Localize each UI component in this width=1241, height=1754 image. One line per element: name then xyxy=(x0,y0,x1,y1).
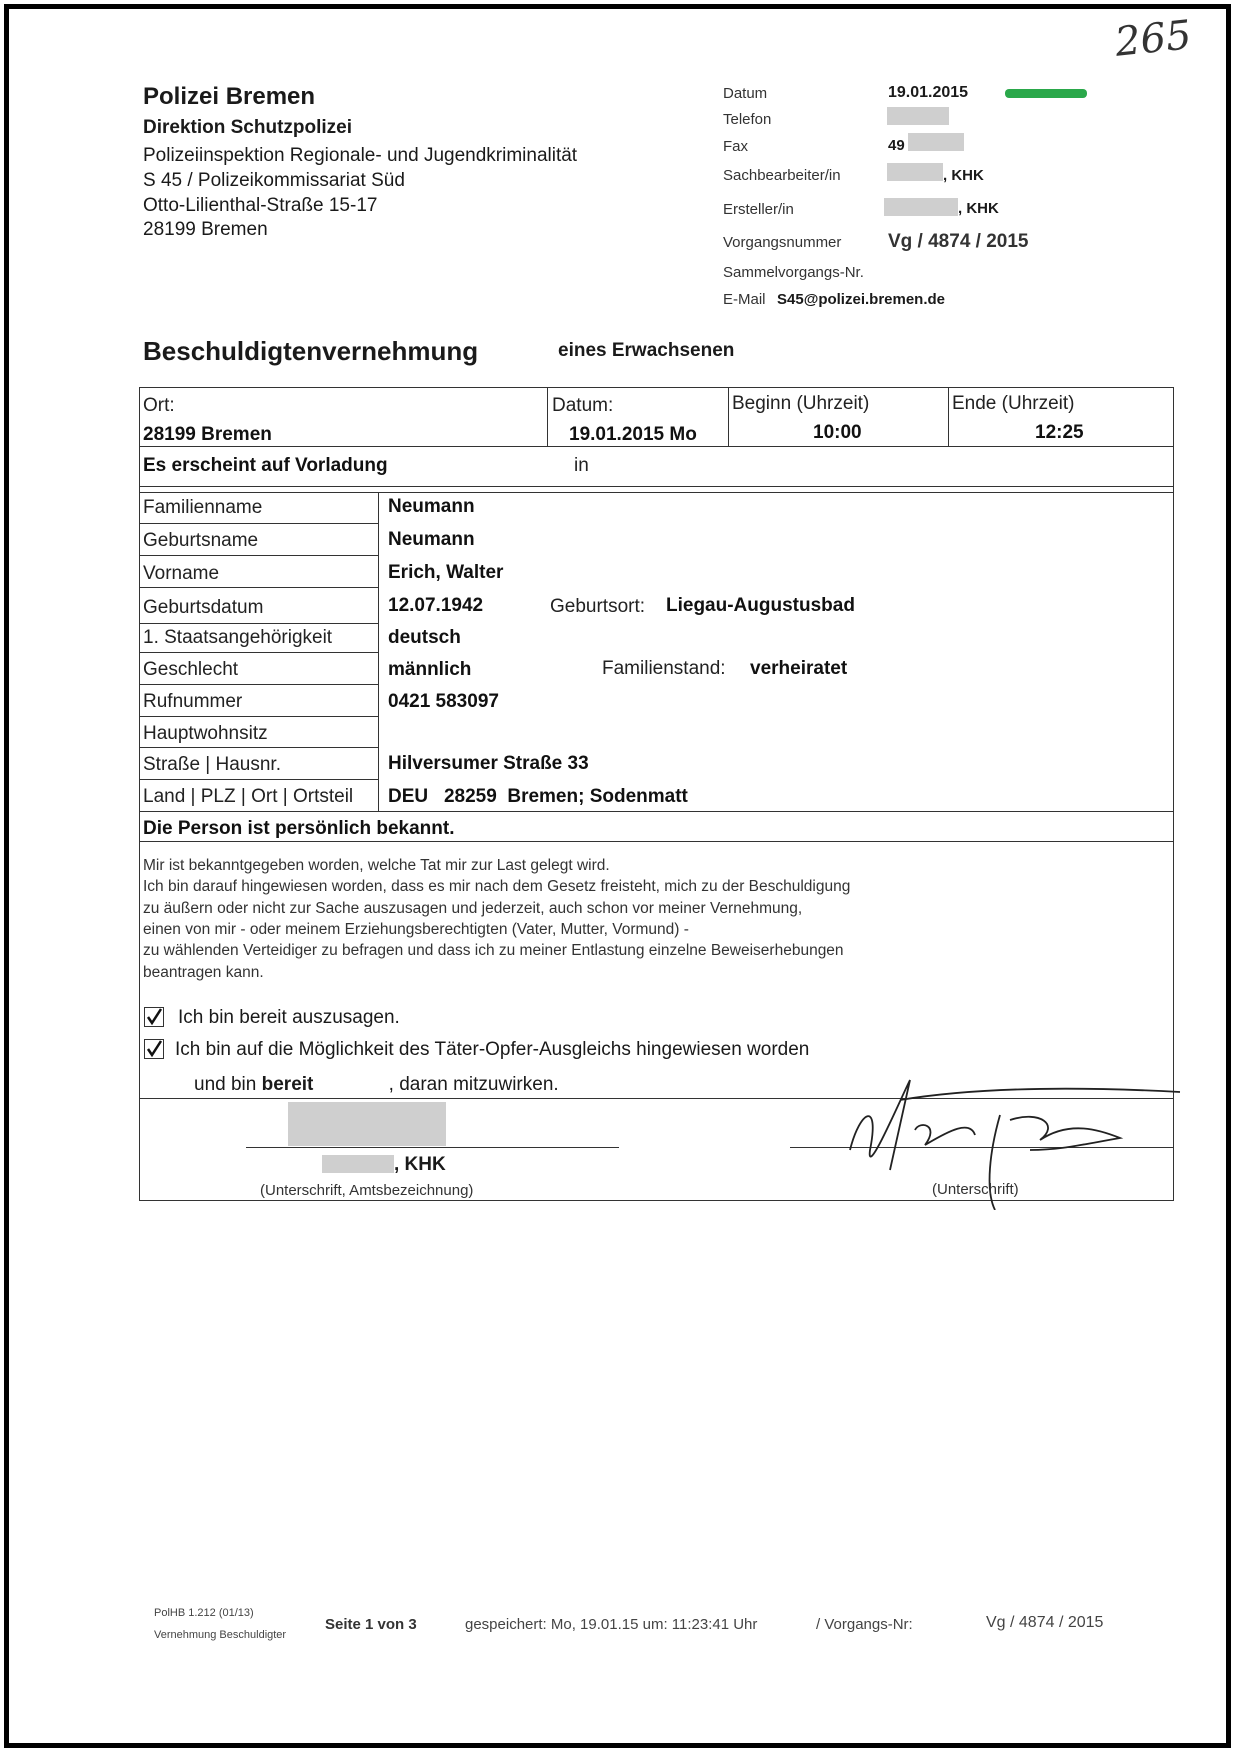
familienname-label: Familienname xyxy=(143,497,263,518)
telefon-label: Telefon xyxy=(723,111,772,128)
geburtsort-value: Liegau-Augustusbad xyxy=(666,595,855,616)
strasse-label: Straße | Hausnr. xyxy=(143,754,281,775)
officer-name-redaction xyxy=(288,1102,446,1146)
ende-value: 12:25 xyxy=(1035,422,1084,443)
familienstand-label: Familienstand: xyxy=(602,658,726,679)
ende-label: Ende (Uhrzeit) xyxy=(952,393,1075,414)
document-subtitle: eines Erwachsenen xyxy=(558,340,735,361)
vorname-value: Erich, Walter xyxy=(388,562,504,583)
session-datum-value: 19.01.2015 Mo xyxy=(569,424,697,445)
authority-inspection: Polizeiinspektion Regionale- und Jugendkriminalität xyxy=(143,145,578,166)
familienstand-value: verheiratet xyxy=(750,658,848,679)
datum-value: 19.01.2015 xyxy=(888,84,969,101)
form-name: Vernehmung Beschuldigter xyxy=(154,1629,287,1641)
ersteller-redaction xyxy=(884,198,958,216)
geburtsdatum-label: Geburtsdatum xyxy=(143,597,264,618)
vorgang-label: Vorgangsnummer xyxy=(723,234,842,251)
toa-label: Ich bin auf die Möglichkeit des Täter-Opfer-Ausgleichs hingewiesen worden xyxy=(175,1039,810,1060)
datum-label: Datum xyxy=(723,85,768,102)
aussage-label: Ich bin bereit auszusagen. xyxy=(178,1007,400,1028)
document-title: Beschuldigtenvernehmung xyxy=(143,336,479,366)
strasse-value: Hilversumer Straße 33 xyxy=(388,753,589,774)
authority-city: 28199 Bremen xyxy=(143,219,268,240)
ersteller-value: , KHK xyxy=(958,200,999,217)
mitwirken-line xyxy=(194,1074,559,1096)
mitwirken-pre: und bin xyxy=(194,1074,257,1095)
geschlecht-label: Geschlecht xyxy=(143,659,239,680)
mitwirken-bold: bereit xyxy=(261,1074,314,1095)
page-indicator: Seite 1 von 3 xyxy=(325,1616,417,1633)
footer-vorgang-value: Vg / 4874 / 2015 xyxy=(986,1614,1104,1631)
checkmark-icon xyxy=(144,1039,164,1059)
authority-street: Otto-Lilienthal-Straße 15-17 xyxy=(143,195,378,216)
telefon-redaction xyxy=(887,107,949,125)
ort-label: Ort: xyxy=(143,395,175,416)
instruction-line-2: Ich bin darauf hingewiesen worden, dass es mir nach dem Gesetz freisteht, mich zu der Beschuldigung xyxy=(143,878,851,895)
green-arrow-mark xyxy=(1005,89,1087,98)
land-value: DEU 28259 Bremen; Sodenmatt xyxy=(388,786,688,807)
instruction-line-5: zu wählenden Verteidiger zu befragen und dass ich zu meiner Entlastung einzelne Beweiserhebungen xyxy=(143,942,844,959)
geschlecht-value: männlich xyxy=(388,659,472,680)
staatsangehoerigkeit-value: deutsch xyxy=(388,627,461,648)
instruction-line-6: beantragen kann. xyxy=(143,964,264,981)
sachbearbeiter-label: Sachbearbeiter/in xyxy=(723,167,841,184)
saved-timestamp: gespeichert: Mo, 19.01.15 um: 11:23:41 Uhr xyxy=(465,1616,758,1633)
ersteller-label: Ersteller/in xyxy=(723,201,794,218)
sachbearbeiter-value: , KHK xyxy=(943,167,984,184)
checkmark-icon xyxy=(144,1007,164,1027)
instruction-line-3: zu äußern oder nicht zur Sache auszusagen und jederzeit, auch schon vor meiner Vernehmung, xyxy=(143,900,803,917)
officer-suffix: , KHK xyxy=(394,1154,446,1175)
bekannt-text: Die Person ist persönlich bekannt. xyxy=(143,818,455,839)
person-caption: (Unterschrift) xyxy=(932,1181,1019,1198)
fax-redaction xyxy=(908,133,964,151)
mitwirken-post: , daran mitzuwirken. xyxy=(388,1074,559,1095)
authority-unit: S 45 / Polizeikommissariat Süd xyxy=(143,170,405,191)
rufnummer-value: 0421 583097 xyxy=(388,691,499,712)
appearance-text: Es erscheint auf Vorladung xyxy=(143,455,388,476)
handwritten-page-number: 265 xyxy=(1112,12,1194,66)
authority-name: Polizei Bremen xyxy=(143,83,316,110)
vorgang-value: Vg / 4874 / 2015 xyxy=(888,231,1029,252)
instruction-line-1: Mir ist bekanntgegeben worden, welche Tat mir zur Last gelegt wird. xyxy=(143,857,610,874)
authority-directorate: Direktion Schutzpolizei xyxy=(143,117,353,138)
appearance-in: in xyxy=(574,455,589,476)
form-id: PolHB 1.212 (01/13) xyxy=(154,1607,254,1619)
land-label: Land | PLZ | Ort | Ortsteil xyxy=(143,786,354,807)
ort-value: 28199 Bremen xyxy=(143,424,272,445)
rufnummer-label: Rufnummer xyxy=(143,691,243,712)
officer-name-redaction-2 xyxy=(322,1155,394,1173)
geburtsname-value: Neumann xyxy=(388,529,475,550)
toa-checkbox[interactable] xyxy=(144,1039,164,1059)
vorname-label: Vorname xyxy=(143,563,220,584)
instruction-line-4: einen von mir - oder meinem Erziehungsberechtigten (Vater, Mutter, Vormund) - xyxy=(143,921,689,938)
sammelvorgang-label: Sammelvorgangs-Nr. xyxy=(723,264,864,281)
fax-label: Fax xyxy=(723,138,749,155)
email-value: S45@polizei.bremen.de xyxy=(777,291,946,308)
beginn-value: 10:00 xyxy=(813,422,862,443)
email-label: E-Mail xyxy=(723,291,766,308)
fax-value: 49 xyxy=(888,137,905,154)
aussage-checkbox[interactable] xyxy=(144,1007,164,1027)
footer-vorgang-label: / Vorgangs-Nr: xyxy=(816,1616,913,1633)
session-datum-label: Datum: xyxy=(552,395,614,416)
geburtsname-label: Geburtsname xyxy=(143,530,259,551)
staatsangehoerigkeit-label: 1. Staatsangehörigkeit xyxy=(143,627,333,648)
familienname-value: Neumann xyxy=(388,496,475,517)
geburtsort-label: Geburtsort: xyxy=(550,596,646,617)
hauptwohnsitz-label: Hauptwohnsitz xyxy=(143,723,268,744)
officer-caption: (Unterschrift, Amtsbezeichnung) xyxy=(260,1182,474,1199)
sachbearbeiter-redaction xyxy=(887,163,943,181)
geburtsdatum-value: 12.07.1942 xyxy=(388,595,484,616)
beginn-label: Beginn (Uhrzeit) xyxy=(732,393,870,414)
